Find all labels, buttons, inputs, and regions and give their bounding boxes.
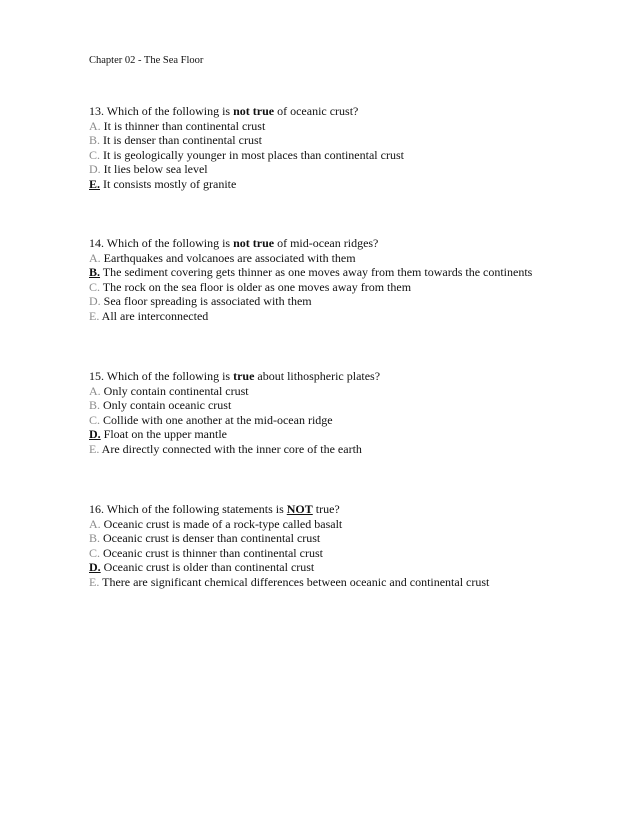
option-text: Sea floor spreading is associated with them — [100, 294, 312, 309]
option-text: Only contain continental crust — [100, 383, 249, 398]
question-stem — [89, 502, 489, 517]
answer-option-a — [89, 251, 532, 266]
stem-keyword: NOT — [286, 502, 313, 516]
option-text: It is denser than continental crust — [100, 133, 262, 148]
option-text: There are significant chemical differences between oceanic and continental crust — [99, 574, 490, 589]
question-stem — [89, 104, 404, 119]
option-letter: B. — [89, 133, 101, 148]
answer-option-b — [89, 531, 489, 546]
option-text: Only contain oceanic crust — [100, 398, 232, 413]
option-text: Collide with one another at the mid-ocean ridge — [100, 412, 333, 427]
option-letter: C. — [89, 545, 101, 560]
stem-keyword: not true — [233, 236, 275, 250]
answer-option-b — [89, 133, 404, 148]
correct-option-letter: E. — [89, 176, 101, 191]
answer-option-a — [89, 119, 404, 134]
stem-text-end: of mid-ocean ridges? — [274, 236, 379, 250]
question-stem — [89, 369, 380, 384]
question-15 — [89, 369, 380, 457]
option-letter: A. — [89, 118, 101, 133]
answer-option-d — [89, 162, 404, 177]
answer-option-c — [89, 546, 489, 561]
stem-text-end: true? — [312, 502, 340, 516]
question-stem — [89, 236, 532, 251]
answer-option-e — [89, 442, 380, 457]
correct-option-letter: D. — [89, 427, 101, 442]
question-16 — [89, 502, 489, 590]
answer-option-d — [89, 294, 532, 309]
option-letter: C. — [89, 147, 101, 162]
stem-text: 14. Which of the following is — [89, 236, 234, 250]
option-text: Are directly connected with the inner core of the earth — [99, 441, 362, 456]
answer-option-a — [89, 517, 489, 532]
option-letter: C. — [89, 279, 101, 294]
option-text: Oceanic crust is denser than continental crust — [100, 531, 321, 546]
option-letter: A. — [89, 516, 101, 531]
question-13 — [89, 104, 404, 192]
option-text: Oceanic crust is older than continental crust — [100, 560, 315, 575]
option-text: Oceanic crust is thinner than continental crust — [100, 545, 323, 560]
stem-text: 13. Which of the following is — [89, 104, 234, 118]
option-letter: D. — [89, 294, 101, 309]
option-letter: A. — [89, 250, 101, 265]
correct-option-letter: B. — [89, 265, 101, 280]
option-text: Earthquakes and volcanoes are associated with them — [100, 250, 356, 265]
option-letter: E. — [89, 574, 100, 589]
option-text: All are interconnected — [99, 308, 209, 323]
answer-option-b — [89, 398, 380, 413]
answer-option-e — [89, 309, 532, 324]
answer-option-a — [89, 384, 380, 399]
answer-option-d — [89, 560, 489, 575]
stem-keyword: not true — [233, 104, 275, 118]
stem-text-end: about lithospheric plates? — [254, 369, 381, 383]
answer-option-e — [89, 575, 489, 590]
answer-option-b — [89, 265, 532, 280]
answer-option-c — [89, 148, 404, 163]
answer-option-d — [89, 427, 380, 442]
option-letter: B. — [89, 531, 101, 546]
option-letter: D. — [89, 162, 101, 177]
option-text: Oceanic crust is made of a rock-type called basalt — [100, 516, 343, 531]
stem-text: 16. Which of the following statements is — [89, 502, 287, 516]
option-letter: E. — [89, 441, 100, 456]
option-text: It lies below sea level — [100, 162, 208, 177]
stem-keyword: true — [233, 369, 255, 383]
option-text: It consists mostly of granite — [100, 176, 237, 191]
stem-text-end: of oceanic crust? — [274, 104, 359, 118]
option-letter: B. — [89, 398, 101, 413]
option-text: The rock on the sea floor is older as one moves away from them — [100, 279, 412, 294]
option-text: The sediment covering gets thinner as one moves away from them towards the continents — [100, 265, 533, 280]
option-text: Float on the upper mantle — [100, 427, 227, 442]
option-letter: A. — [89, 383, 101, 398]
answer-option-c — [89, 280, 532, 295]
stem-text: 15. Which of the following is — [89, 369, 234, 383]
answer-option-e — [89, 177, 404, 192]
chapter-header: Chapter 02 - The Sea Floor — [89, 55, 204, 66]
option-text: It is geologically younger in most places than continental crust — [100, 147, 404, 162]
option-text: It is thinner than continental crust — [100, 118, 266, 133]
answer-option-c — [89, 413, 380, 428]
option-letter: E. — [89, 308, 100, 323]
correct-option-letter: D. — [89, 560, 101, 575]
question-14 — [89, 236, 532, 324]
option-letter: C. — [89, 412, 101, 427]
